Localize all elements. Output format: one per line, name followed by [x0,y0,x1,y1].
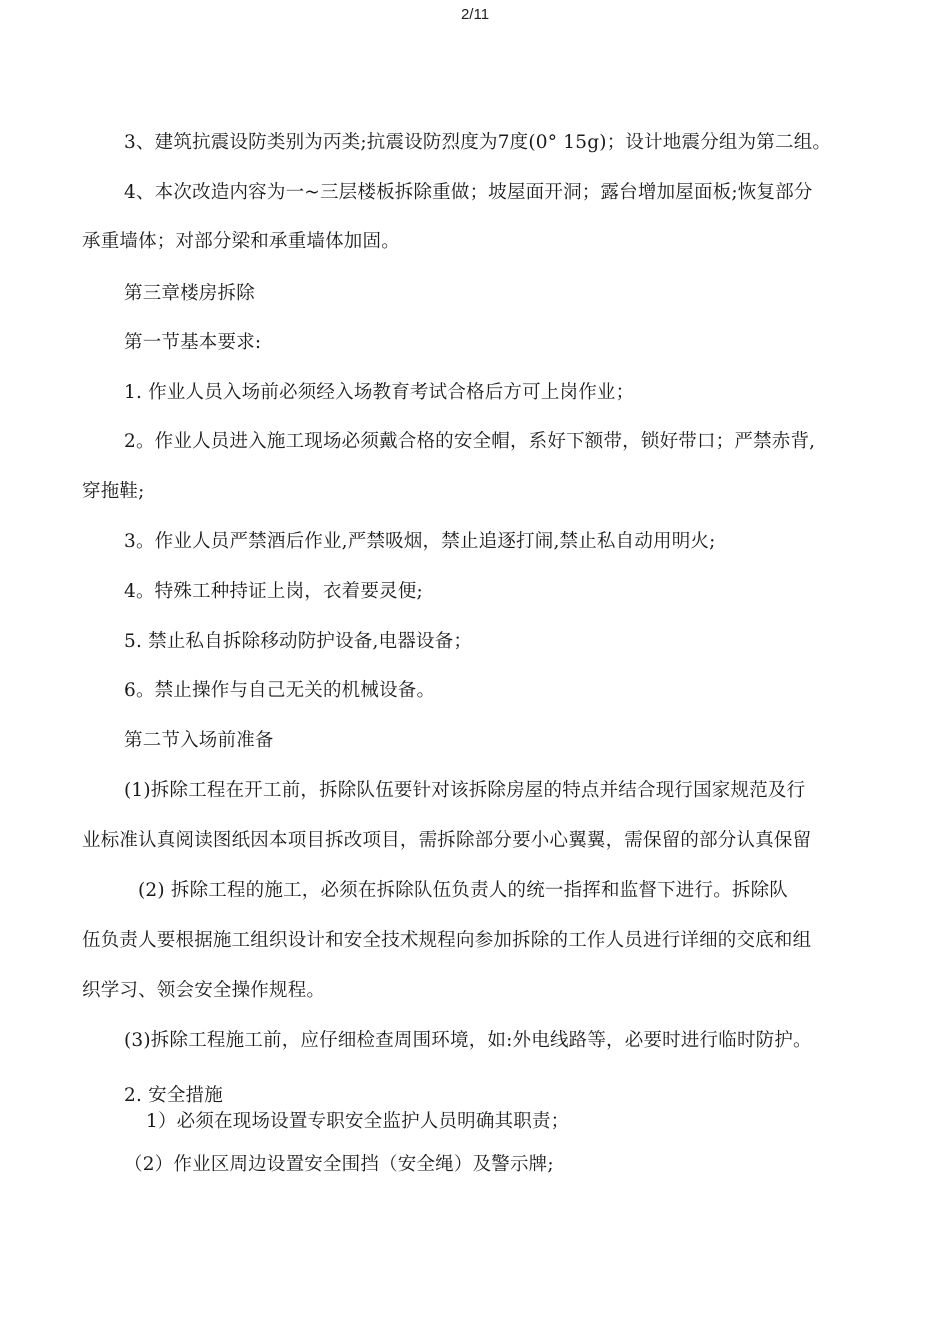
text-line: （2）作业区周边设置安全围挡（安全绳）及警示牌; [124,1154,554,1175]
text-line: 伍负责人要根据施工组织设计和安全技术规程向参加拆除的工作人员进行详细的交底和组 [82,930,812,951]
text-line: 3。作业人员严禁酒后作业,严禁吸烟，禁止追逐打闹,禁止私自动用明火; [124,531,716,552]
text-line: (2) 拆除工程的施工，必须在拆除队伍负责人的统一指挥和监督下进行。拆除队 [138,880,788,901]
text-line: (3)拆除工程施工前，应仔细检查周围环境，如:外电线路等，必要时进行临时防护。 [124,1030,812,1051]
text-line: 4、本次改造内容为一~三层楼板拆除重做；坡屋面开洞；露台增加屋面板;恢复部分 [124,182,813,203]
text-line: 业标准认真阅读图纸因本项目拆改项目，需拆除部分要小心翼翼，需保留的部分认真保留 [82,830,812,851]
text-line: 3、建筑抗震设防类别为丙类;抗震设防烈度为7度(0° 15g)；设计地震分组为第二组。 [124,132,832,153]
text-line: 1. 作业人员入场前必须经入场教育考试合格后方可上岗作业； [124,382,635,403]
page-number: 2/11 [460,6,490,23]
section-heading: 第一节基本要求: [124,332,262,353]
section-heading: 2. 安全措施 [124,1085,223,1106]
text-line: 6。禁止操作与自己无关的机械设备。 [124,680,436,701]
text-line: 2。作业人员进入施工现场必须戴合格的安全帽，系好下额带，锁好带口；严禁赤背, [124,431,816,452]
text-line: 织学习、领会安全操作规程。 [82,980,326,1001]
text-line: 穿拖鞋; [82,481,145,502]
section-heading: 第三章楼房拆除 [124,283,255,304]
text-line: 承重墙体；对部分梁和承重墙体加固。 [82,231,400,252]
section-heading: 第二节入场前准备 [124,730,274,751]
text-line: (1)拆除工程在开工前，拆除队伍要针对该拆除房屋的特点并结合现行国家规范及行 [124,780,806,801]
text-line: 4。特殊工种持证上岗，衣着要灵便; [124,581,423,602]
text-line: 5. 禁止私自拆除移动防护设备,电器设备； [124,631,473,652]
text-line: 1）必须在现场设置专职安全监护人员明确其职责； [146,1111,570,1132]
